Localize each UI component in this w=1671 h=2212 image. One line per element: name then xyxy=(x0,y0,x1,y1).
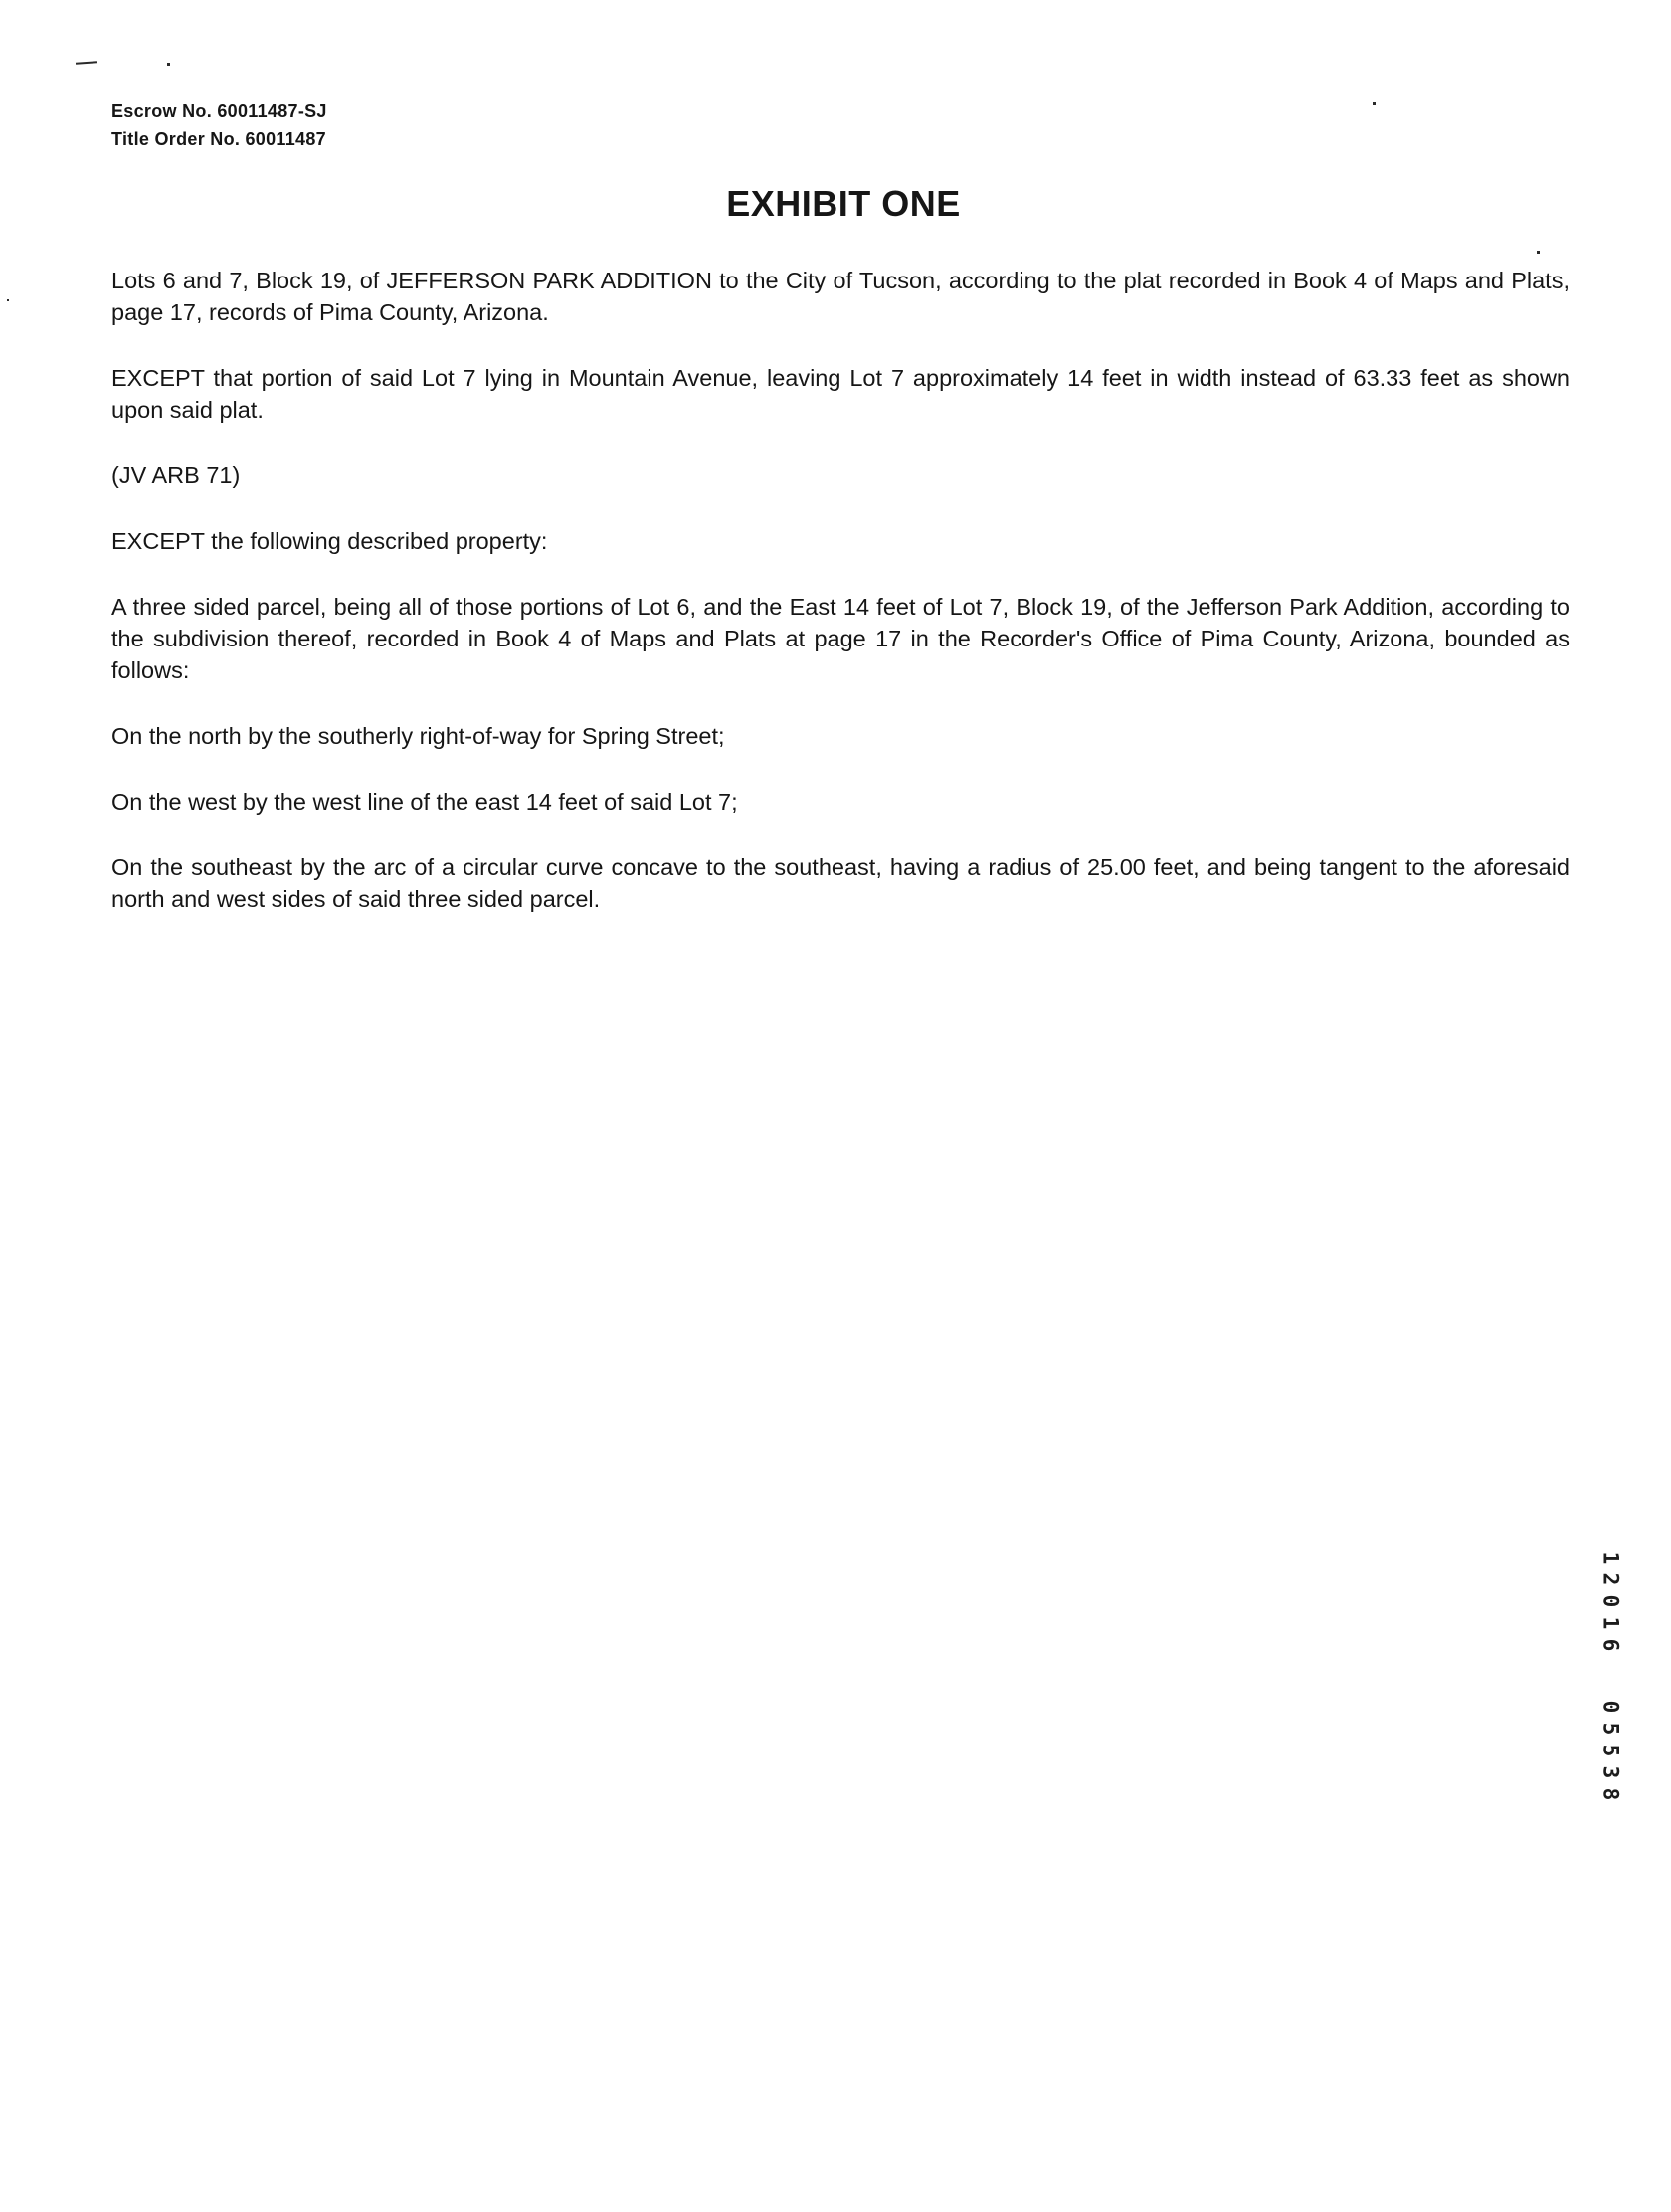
paragraph-southeast-boundary: On the southeast by the arc of a circular curve concave to the southeast, having a radius of 25.00 feet, and being tangent to the aforesaid north and west sides of said three sided parcel. xyxy=(111,854,1570,912)
paragraph-except-property: EXCEPT the following described property: xyxy=(111,528,548,554)
stamp-digit: 0 xyxy=(1598,1700,1622,1714)
scan-artifact-dot xyxy=(7,299,9,301)
paragraph-lots: Lots 6 and 7, Block 19, of JEFFERSON PARK ADDITION to the City of Tucson, according to the plat recorded in Book 4 of Maps and Plats, page 17, records of Pima County, Arizona. xyxy=(111,268,1570,325)
recording-stamp-number xyxy=(1597,1547,1623,1895)
document-title: EXHIBIT ONE xyxy=(726,183,961,224)
paragraph-except-mountain-avenue: EXCEPT that portion of said Lot 7 lying in Mountain Avenue, leaving Lot 7 approximately 14 feet in width instead of 63.33 feet as shown upon said plat. xyxy=(111,365,1570,423)
stamp-digit: 6 xyxy=(1598,1638,1622,1652)
stamp-digit: 1 xyxy=(1598,1551,1622,1565)
stamp-digit: 3 xyxy=(1598,1765,1622,1779)
paragraph-reference: (JV ARB 71) xyxy=(111,462,241,488)
scan-artifact-dot xyxy=(1537,251,1540,254)
stamp-digit: 1 xyxy=(1598,1616,1622,1630)
paragraph-three-sided-parcel: A three sided parcel, being all of those portions of Lot 6, and the East 14 feet of Lot 7, Block 19, of the Jefferson Park Addition, according to the subdivision thereof, recorded in Book 4 of Maps and Plats at page 17 in the Recorder's Office of Pima County, Arizona, bounded as follows: xyxy=(111,594,1570,683)
scan-artifact-dot xyxy=(167,63,170,66)
escrow-number: Escrow No. 60011487-SJ xyxy=(111,101,327,121)
paragraph-west-boundary: On the west by the west line of the east 14 feet of said Lot 7; xyxy=(111,789,738,815)
stamp-digit: 0 xyxy=(1598,1594,1622,1608)
scan-artifact-mark xyxy=(76,61,97,65)
legal-description xyxy=(111,265,1570,949)
paragraph-north-boundary: On the north by the southerly right-of-way for Spring Street; xyxy=(111,723,725,749)
document-header xyxy=(111,97,327,153)
scan-artifact-dot xyxy=(1373,102,1376,105)
stamp-digit: 2 xyxy=(1598,1572,1622,1586)
stamp-digit: 8 xyxy=(1598,1787,1622,1801)
stamp-digit: 5 xyxy=(1598,1744,1622,1757)
stamp-digit: 5 xyxy=(1598,1722,1622,1736)
title-order-number: Title Order No. 60011487 xyxy=(111,129,326,149)
